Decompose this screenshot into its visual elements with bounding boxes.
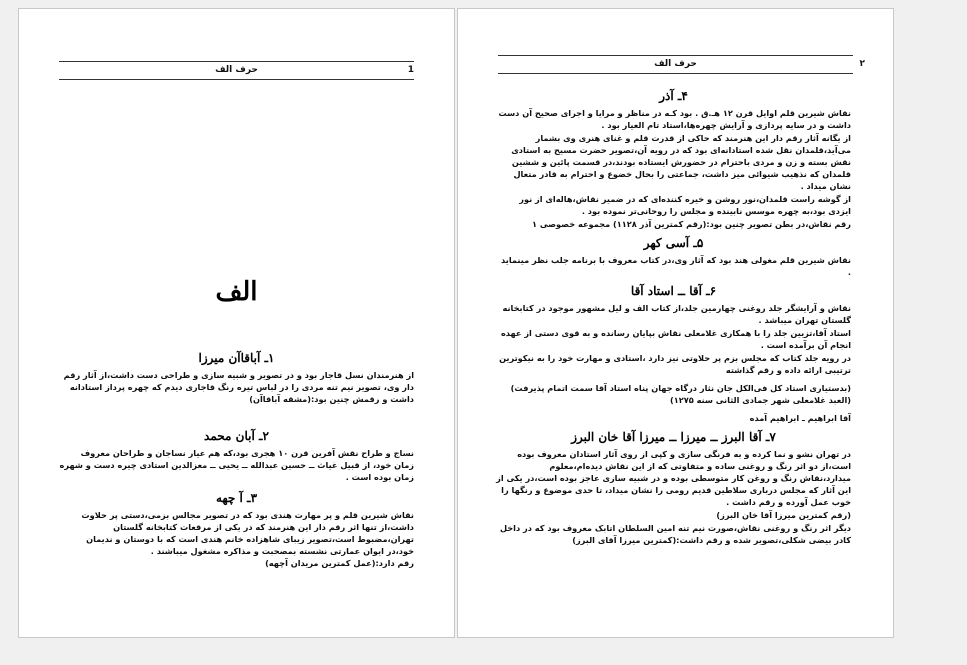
page-number: ۲ <box>859 59 865 69</box>
right-page-content <box>496 83 851 547</box>
entry-text: از هنرمندان نسل قاجار بود و در تصویر و شبیه سازی و طراحی دست داشت،از آثار رقم دار وی، تصویر نیم تنه مردی را در لباس تیره رنگ قاجاری دیدم که چهره پرداز استادانه داشت و رقمش چنین بود:(مشقه آباقاآن) <box>63 370 414 404</box>
header-rule <box>498 73 853 74</box>
entry <box>496 430 851 546</box>
entry-text: نساج و طراح نقش آفرین قرن ۱۰ هجری بود،که هم عیار نساجان و طراحان معروف زمان خود، از قبیل غیاث ــ حسین عبدالله ــ یحیی ــ معزالدین استادی چیره دست و شهره زمان بوده است . <box>59 448 414 482</box>
header-rule <box>59 61 414 62</box>
header-rule <box>498 55 853 56</box>
viewer-scrollbar[interactable] <box>953 0 967 665</box>
entry-paragraph: نقاش و آرایشگر جلد روغنی چهارمین جلد،از کتاب الف و لیل مشهور موجود در کتابخانه گلستان تهران میباشد . <box>502 303 851 325</box>
entry <box>496 236 851 278</box>
entry-text: نقاش شیرین قلم و پر مهارت هندی بود که در تصویر مجالس بزمی،دستی پر حلاوت داشت،از تنها اثر رقم دار این هنرمند که در یکی از مرقعات کتابخانه گلستان تهران،مضبوط است،تصویر زیبای شاهزاده خانم هندی است که با دوستان و ندیمان خود،در ایوان عمارتی نشسته بمصحبت و مذاکره مشغول میباشند . <box>81 510 414 556</box>
entry <box>59 429 414 483</box>
page-number: 1 <box>407 65 414 75</box>
entry-paragraph: رقم نقاش،در بطن تصویر چنین بود:(رقم کمترین آذر ۱۱۲۸) مجموعه خصوصی ۱ <box>532 219 851 229</box>
entry <box>59 491 414 569</box>
entry-title: ۵ـ آسی کهر <box>643 236 704 250</box>
entry-paragraph: در تهران نشو و نما کرده و به فرنگی سازی و کپی از روی آثار استادان معروف بوده است،از دو اثر رنگ و روغنی ساده و متفاوتی که از این نقاش دیده‌ام،معلوم میدارد،نقاش رنگ و روغن کار متوسطی بوده و در شبیه سازی عاجز بوده است،در یکی از این آثار که مجلس درباری سلاطین قدیم رومی را نشان میداد، تا حدی موضوع و رنگها را خوب عمل آورده و رقم داشت . <box>496 449 851 507</box>
entry-title: ۳ـ آ چهه <box>215 491 258 505</box>
entry-quote: (بدستیاری استاد کل فی‌الکل جان نثار درگاه جهان پناه استاد آقا سمت اتمام پذیرفت) (العبد غلامعلی شهر جمادی الثانی سنه ۱۲۷۵) <box>510 383 851 405</box>
entry-crossref: آقا ابراهیم ـ ابراهیم آمده <box>749 413 851 423</box>
entry-paragraph: استاد آقا،تزیین جلد را با همکاری غلامعلی نقاش بپایان رسانده و به قوی دستی از عهده انجام آن برآمده است . <box>500 328 851 350</box>
entry <box>496 284 851 424</box>
document-page-left <box>18 8 455 638</box>
entry <box>59 351 414 405</box>
header-rule <box>59 79 414 80</box>
entry-title: ۶ـ آقا ــ استاد آقا <box>630 284 717 298</box>
section-letter-title: الف <box>215 277 258 307</box>
entry-signature: رقم دارد:(عمل کمترین مریدان آچهه) <box>265 558 414 568</box>
entry-paragraph: دیگر اثر رنگ و روغنی نقاش،صورت نیم تنه امین السلطان اتابک معروف بود که در داخل کادر بیضی شکلی،تصویر شده و رقم داشت:(کمترین میرزا آقای البرز) <box>499 523 851 545</box>
entry-paragraph: نقاش شیرین قلم اوایل قرن ۱۲ هـ.ق . بود کـه در مناظر و مرایا و اجرای صحیح آن دست داشت و در سایه پردازی و آرایش چهره‌ها،استاد تام العیار بود . <box>498 108 851 130</box>
header-title: حرف الف <box>215 65 258 75</box>
entry-title: ۴ـ آذر <box>659 89 688 103</box>
entry-paragraph: از گوشه راست قلمدان،نور روشن و خیره کننده‌ای که در ضمیر نقاش،هاله‌ای از نور ایزدی بود،به چهره موسس نابینده و مجلس را روحانی‌تر نموده بود . <box>519 194 851 216</box>
entry <box>496 89 851 230</box>
header-title: حرف الف <box>654 59 697 69</box>
entry-title: ۱ـ آباقاآن میرزا <box>198 351 275 365</box>
entry-title: ۷ـ آقا البرز ــ میرزا ــ میرزا آقا خان البرز <box>571 430 776 444</box>
entry-title: ۲ـ آبان محمد <box>204 429 269 443</box>
entry-paragraph: از یگانه آثار رقم دار این هنرمند که حاکی از قدرت قلم و غنای هنری وی بشمار می‌آید،قلمدان نقل شده استادانه‌ای بود که در رویه آن،تصویر حضرت مسیح به استادی نقش بسته و زن و مردی باحترام در حضورش ایستاده بودند،در قسمت پائین و ششین قلمدان که نذهیب شیوائی میز داشت، جماعتی را بحال خضوع و احترام به قادر متعال نشان میداد . <box>511 133 851 191</box>
document-page-right <box>457 8 894 638</box>
entry-paragraph: (رقم کمترین میرزا آقا خان البرز) <box>716 510 851 520</box>
entry-paragraph: در رویه جلد کتاب که مجلس بزم پر حلاوتی نیز دارد ،استادی و مهارت خود را به نیکوترین ترتیبی ارائه داده و رقم گذاشته <box>499 353 851 375</box>
entry-paragraph: نقاش شیرین قلم مغولی هند بود که آثار وی،در کتاب معروف با برنامه جلب نظر مینماید . <box>501 255 851 277</box>
